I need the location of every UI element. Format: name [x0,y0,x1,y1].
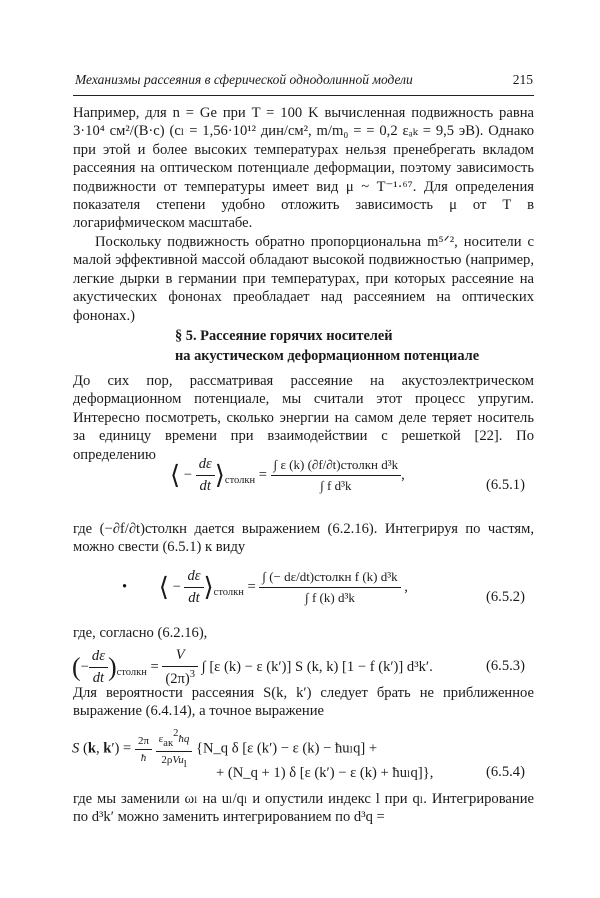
paragraph-2: Поскольку подвижность обратно пропорциональна m⁵ᐟ², носители с малой эффективной массой обладают высокой подвижностью (например, легкие дырки в германии при температурах, при которых рассеяние на акустических фононах преобладает над рассеянием на оптических фононах.) [73,234,534,324]
paragraph-4: где (−∂f/∂t)столкн дается выражением (6.2.16). Интегрируя по частям, можно свести (6.5.1) к виду [73,521,534,556]
paragraph-3: До сих пор, рассматривая рассеяние на акустоэлектрическом деформационном потенциале, мы считали этот процесс упругим. Интересно посмотреть, сколько энергии на самом деле теряет носитель за единицу времени при взаимодействии с решеткой [22]. По определению [73,373,534,463]
equation-6-5-1: ⟨ − $\frac{d\varepsilon}{dt}$ $⟩_{столкн}$ = $\frac{\text{∫ ε (k) (∂f/∂t)столкн d³k}}{\text{∫ f d³k}}$ , [170,456,405,494]
equation-number-6-5-4: (6.5.4) [486,764,525,780]
running-title: Механизмы рассеяния в сферической однодолинной модели [75,72,413,87]
equation-number-6-5-1: (6.5.1) [486,477,525,493]
equation-number-6-5-2: (6.5.2) [486,589,525,605]
equation-6-5-3: (− $\frac{d\varepsilon}{dt}$ )$_{столкн}$ = $\frac{V}{(2\pi)^3}$ ∫ [ε (k) − ε (k′)] S (k, k) [1 − f (k′)] d³k′. [72,647,433,687]
equation-6-5-4-line-2: + (N_q + 1) δ [ε (k′) − ε (k) + ħuₗq]}, [216,765,434,781]
header-rule [73,95,534,96]
eq-6-5-3-rhs: ∫ [ε (k) − ε (k′)] S (k, k) [1 − f (k′)] d³k′. [201,658,433,675]
running-header [73,72,533,94]
eq-6-5-4-first-line: {N_q δ [ε (k′) − ε (k) − ħuₗq] + [195,740,378,757]
paragraph-1: Например, для n = Ge при T = 100 K вычисленная подвижность равна 3·10⁴ см²/(В·с) (cₗ = 1,56·10¹² дин/см², m/m₀ = = 0,2 εₐₖ = 9,5 эВ). Однако при этой и более высоких температурах нельзя пренебрегать вкладом рассеяния на оптическом потенциале деформации, поэтому зависимость подвижности от температуры имеет вид μ ~ T⁻¹·⁶⁷. Для определения показателя степени удобно отложить зависимость μ от T в логарифмическом масштабе. [73,105,534,232]
paragraph-6: Для вероятности рассеяния S(k, k′) следует брать не приближенное выражение (6.4.14), а точное выражение [73,685,534,720]
page-number: 215 [512,72,533,87]
section-heading-line-2: на акустическом деформационном потенциале [175,348,480,364]
section-heading-line-1: § 5. Рассеяние горячих носителей [175,328,393,344]
equation-6-5-4-line-1: S (k, k′) = $\frac{2\pi}{ħ}$ $\frac{\text{εак2ħq}}{\text{2ρVul}}$ {N_q δ [ε (k′) − ε (k) − ħuₗq] + [72,728,378,770]
eq-6-5-2-denominator: ∫ f (k) d³k [305,590,355,605]
paragraph-5: где, согласно (6.2.16), [73,625,208,641]
paragraph-7: где мы заменили ωₗ на uₗ/qₗ и опустили индекс l при qₗ. Интегрирование по d³k′ можно заменить интегрированием по d³q = [73,791,534,826]
equation-number-6-5-3: (6.5.3) [486,658,525,674]
eq-6-5-1-denominator: ∫ f d³k [320,478,352,493]
eq-6-5-1-numerator: ∫ ε (k) (∂f/∂t)столкн d³k [271,457,402,476]
eq-6-5-2-numerator: ∫ (− dε/dt)столкн f (k) d³k [259,569,400,588]
equation-6-5-2: • ⟨ − $\frac{d\varepsilon}{dt}$ $⟩_{столкн}$ = $\frac{\text{∫ (− dε/dt)столкн f (k) d³k}}{\text{∫ f (k) d³k}}$ , [122,568,408,606]
